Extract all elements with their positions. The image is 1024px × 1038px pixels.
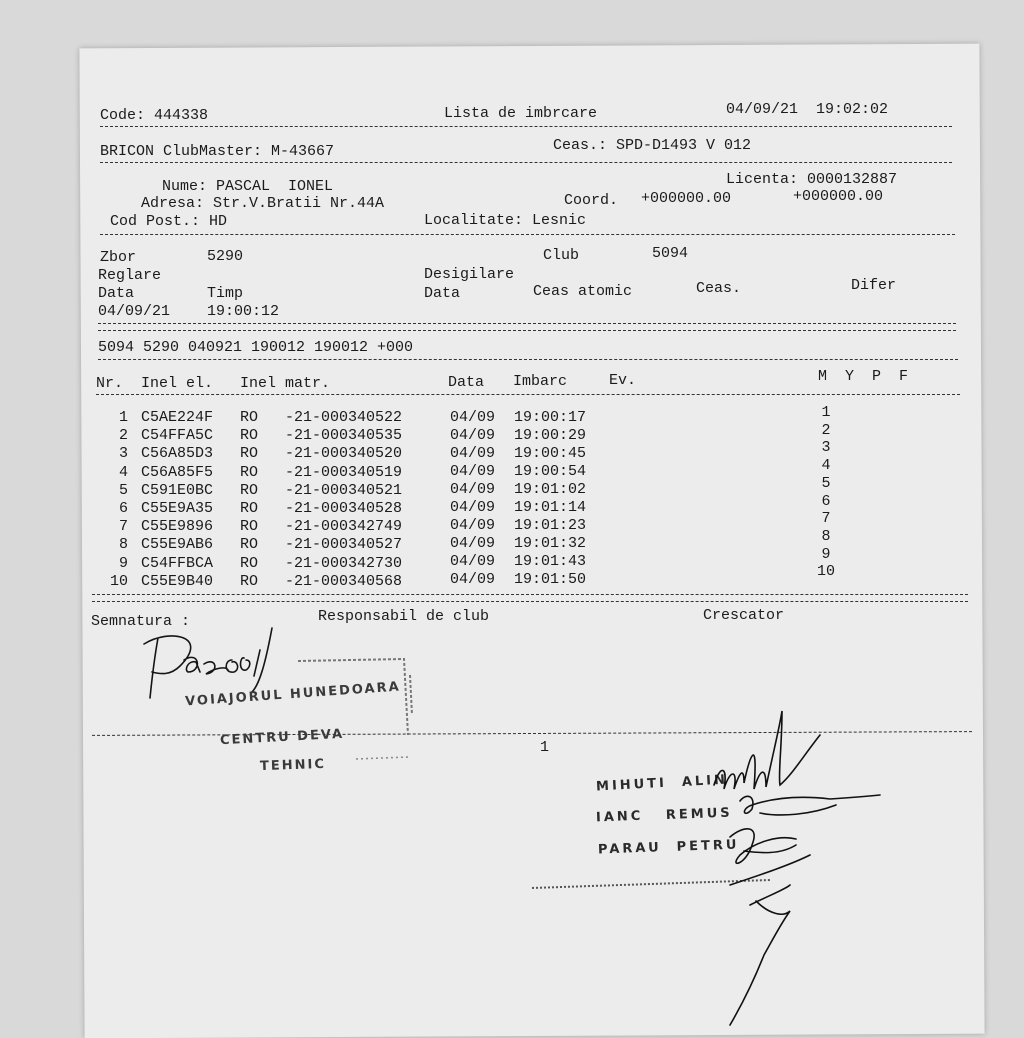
table-cell-m: 7 xyxy=(821,510,831,528)
table-cell-nr: 1 xyxy=(118,409,128,426)
table-cell-m: 6 xyxy=(821,492,831,510)
table-cell-date: 04/09 xyxy=(450,463,496,480)
table-cell-m: 8 xyxy=(821,527,831,545)
table-cell-time: 19:01:14 xyxy=(514,499,587,516)
coord-x: +000000.00 xyxy=(641,190,732,207)
table-cell-time: 19:00:45 xyxy=(514,445,587,462)
table-cell-time: 19:00:54 xyxy=(514,463,587,480)
table-cell-matr: -21-000340528 xyxy=(285,500,403,517)
table-cell-el: C55E9AB6 xyxy=(141,536,214,554)
divider xyxy=(92,594,968,595)
coord-label: Coord. xyxy=(564,192,619,209)
divider xyxy=(98,323,956,324)
table-cell-m: 3 xyxy=(821,439,831,457)
code-label: Code: 444338 xyxy=(100,107,209,124)
table-cell-ro: RO xyxy=(240,427,259,445)
table-cell-nr: 6 xyxy=(118,500,128,517)
table-cell-matr: -21-000342749 xyxy=(285,518,403,536)
divider xyxy=(96,394,960,395)
flight-number: 5290 xyxy=(207,248,244,265)
col-inel-matr: Inel matr. xyxy=(240,375,331,392)
table-cell-el: C56A85D3 xyxy=(141,445,214,463)
table-cell-time: 19:01:23 xyxy=(514,517,587,534)
table-cell-matr: -21-000340520 xyxy=(285,445,403,463)
table-cell-m: 9 xyxy=(821,545,831,563)
table-cell-matr: -21-000340535 xyxy=(285,427,403,445)
table-cell-time: 19:01:32 xyxy=(514,535,587,552)
document-title: Lista de imbrcare xyxy=(444,105,598,122)
data-label-2: Data xyxy=(424,285,461,302)
table-cell-ro: RO xyxy=(240,572,259,590)
stamp-line-2: CENTRU DEVA xyxy=(219,726,345,749)
table-cell-el: C55E9B40 xyxy=(141,572,214,590)
table-cell-el: C54FFBCA xyxy=(141,554,214,572)
flight-label: Zbor xyxy=(100,249,137,266)
owner-name: Nume: PASCAL IONEL xyxy=(162,178,334,195)
reglare-label: Reglare xyxy=(98,267,162,284)
table-cell-date: 04/09 xyxy=(450,535,496,552)
clubmaster-label: BRICON ClubMaster: M-43667 xyxy=(100,143,335,160)
table-cell-el: C5AE224F xyxy=(141,409,214,426)
table-cell-nr: 9 xyxy=(118,554,128,572)
table-cell-date: 04/09 xyxy=(450,445,496,462)
summary-line: 5094 5290 040921 190012 190012 +000 xyxy=(98,339,414,356)
divider xyxy=(98,359,958,360)
locality: Localitate: Lesnic xyxy=(424,212,587,229)
data-label: Data xyxy=(98,285,135,302)
breeder-label: Crescator xyxy=(703,607,785,624)
clock-label: Ceas.: SPD-D1493 V 012 xyxy=(553,137,752,154)
divider xyxy=(98,330,956,331)
difference-label: Difer xyxy=(851,277,897,294)
table-cell-matr: -21-000340568 xyxy=(285,572,403,590)
table-cell-ro: RO xyxy=(240,554,259,572)
owner-address: Adresa: Str.V.Bratii Nr.44A xyxy=(141,195,385,212)
table-cell-matr: -21-000342730 xyxy=(285,554,403,572)
divider xyxy=(92,601,968,602)
reglare-date: 04/09/21 xyxy=(98,303,171,320)
table-cell-date: 04/09 xyxy=(450,409,496,426)
signatory-2: IANC REMUS xyxy=(595,805,733,826)
table-cell-matr: -21-000340521 xyxy=(285,481,403,499)
table-cell-el: C591E0BC xyxy=(141,481,214,499)
table-cell-date: 04/09 xyxy=(450,427,496,444)
divider xyxy=(100,162,952,163)
license-number: Licenta: 0000132887 xyxy=(726,171,898,188)
table-cell-nr: 3 xyxy=(118,445,128,463)
signature-label: Semnatura : xyxy=(91,613,191,630)
table-cell-nr: 2 xyxy=(118,427,128,445)
divider xyxy=(100,234,955,235)
table-cell-date: 04/09 xyxy=(450,499,496,516)
table-cell-date: 04/09 xyxy=(450,481,496,498)
table-cell-time: 19:01:43 xyxy=(514,553,587,570)
table-cell-matr: -21-000340519 xyxy=(285,463,403,481)
table-cell-time: 19:01:50 xyxy=(514,571,587,588)
table-cell-m: 4 xyxy=(821,457,831,475)
table-cell-m: 5 xyxy=(821,474,831,492)
table-cell-ro: RO xyxy=(240,500,259,517)
table-cell-m: 1 xyxy=(821,404,831,421)
col-data: Data xyxy=(448,374,485,391)
reglare-time: 19:00:12 xyxy=(207,303,280,320)
club-number: 5094 xyxy=(652,245,689,262)
stamp-line-3: TEHNIC xyxy=(259,756,327,775)
table-cell-m: 2 xyxy=(821,421,831,439)
divider xyxy=(100,126,952,127)
col-nr: Nr. xyxy=(96,375,124,392)
table-cell-date: 04/09 xyxy=(450,553,496,570)
col-inel-el: Inel el. xyxy=(141,375,214,392)
table-cell-matr: -21-000340527 xyxy=(285,536,403,554)
table-cell-ro: RO xyxy=(240,409,259,426)
col-ev: Ev. xyxy=(609,372,637,389)
col-mypf: M Y P F xyxy=(818,368,909,385)
timp-label: Timp xyxy=(207,285,244,302)
club-responsible-label: Responsabil de club xyxy=(318,608,490,625)
print-datetime: 04/09/21 19:02:02 xyxy=(726,101,889,118)
table-cell-matr: -21-000340522 xyxy=(285,409,403,426)
club-label: Club xyxy=(543,247,580,264)
desigilare-label: Desigilare xyxy=(424,266,515,283)
table-cell-nr: 5 xyxy=(118,481,128,499)
table-cell-nr: 8 xyxy=(118,536,128,554)
table-cell-el: C55E9896 xyxy=(141,518,214,536)
stamp-line-1: VOIAJORUL HUNEDOARA xyxy=(184,679,402,710)
table-cell-ro: RO xyxy=(240,536,259,554)
postal-code: Cod Post.: HD xyxy=(110,213,228,230)
table-cell-ro: RO xyxy=(240,518,259,536)
table-cell-ro: RO xyxy=(240,463,259,481)
table-cell-nr: 10 xyxy=(109,572,128,590)
table-cell-time: 19:00:17 xyxy=(514,409,587,426)
table-cell-time: 19:00:29 xyxy=(514,427,587,444)
table-cell-el: C54FFA5C xyxy=(141,427,214,445)
table-cell-time: 19:01:02 xyxy=(514,481,587,498)
table-cell-date: 04/09 xyxy=(450,571,496,588)
col-imbarc: Imbarc xyxy=(513,373,568,390)
coord-y: +000000.00 xyxy=(793,188,884,205)
table-cell-date: 04/09 xyxy=(450,517,496,534)
table-cell-nr: 7 xyxy=(118,518,128,536)
table-cell-el: C55E9A35 xyxy=(141,500,214,517)
table-cell-ro: RO xyxy=(240,445,259,463)
table-cell-ro: RO xyxy=(240,481,259,499)
page-number: 1 xyxy=(540,739,550,756)
table-cell-el: C56A85F5 xyxy=(141,463,214,481)
signatory-1: MIHUTI ALIN xyxy=(595,772,729,795)
table-cell-m: 10 xyxy=(816,563,835,581)
signatory-3: PARAU PETRU xyxy=(597,837,740,858)
committee-signatures xyxy=(700,705,900,1025)
clock-column-label: Ceas. xyxy=(696,280,742,297)
table-cell-nr: 4 xyxy=(118,463,128,481)
atomic-clock-label: Ceas atomic xyxy=(533,283,633,300)
